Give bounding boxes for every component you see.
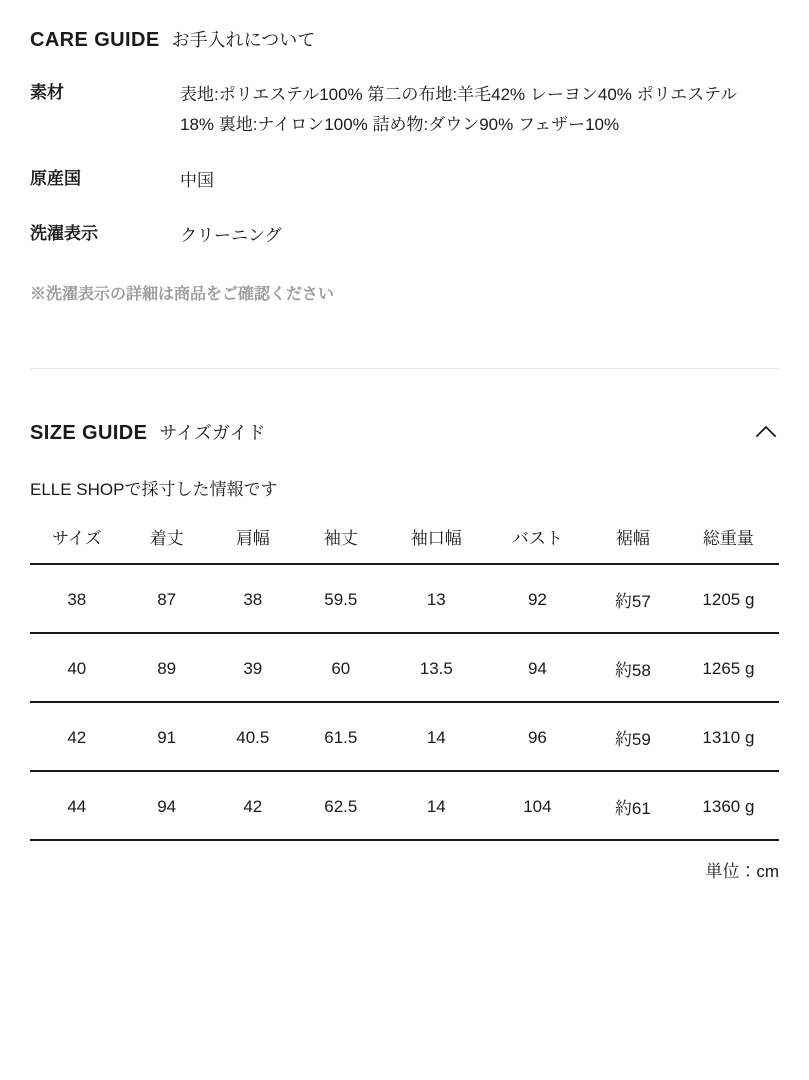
care-guide-title-jp: お手入れについて	[171, 30, 316, 50]
column-header-length: 着丈	[149, 529, 184, 548]
cell-shoulder: 40.5	[236, 727, 270, 747]
size-table-unit: 単位：cm	[705, 862, 779, 881]
table-row	[30, 633, 779, 702]
cell-size: 40	[67, 658, 87, 678]
cell-weight: 1310 g	[702, 727, 755, 747]
cell-weight: 1265 g	[702, 658, 755, 678]
column-header-size: サイズ	[51, 529, 102, 548]
cell-length: 94	[157, 796, 177, 816]
cell-bust: 92	[527, 589, 547, 609]
cell-size: 44	[67, 796, 87, 816]
cell-sleeve: 61.5	[324, 727, 358, 747]
cell-hem: 約58	[614, 661, 651, 680]
spec-label: 洗濯表示	[30, 224, 98, 244]
spec-row-washing	[30, 221, 779, 251]
cell-sleeve: 59.5	[324, 589, 358, 609]
cell-cuff: 13	[426, 589, 446, 609]
cell-cuff: 14	[426, 796, 446, 816]
column-header-weight: 総重量	[702, 529, 754, 548]
table-row	[30, 771, 779, 840]
cell-length: 89	[157, 658, 177, 678]
care-guide-title-en: CARE GUIDE	[30, 29, 160, 51]
spec-label: 素材	[30, 83, 64, 102]
cell-bust: 96	[527, 727, 547, 747]
cell-size: 42	[67, 727, 87, 747]
cell-weight: 1360 g	[702, 796, 755, 816]
column-header-cuff: 袖口幅	[410, 529, 462, 548]
cell-cuff: 14	[426, 727, 446, 747]
care-guide-note: ※洗濯表示の詳細は商品をご確認ください	[30, 286, 335, 303]
size-guide-title-jp: サイズガイド	[159, 423, 266, 443]
size-guide-subtitle: ELLE SHOPで採寸した情報です	[30, 480, 278, 499]
cell-shoulder: 42	[243, 796, 263, 816]
column-header-shoulder: 肩幅	[235, 529, 270, 548]
spec-label: 原産国	[30, 168, 81, 188]
size-guide-header[interactable]	[30, 419, 779, 445]
cell-cuff: 13.5	[419, 658, 453, 678]
column-header-hem: 裾幅	[615, 529, 650, 548]
table-header-row	[30, 524, 779, 564]
cell-bust: 94	[527, 658, 547, 678]
cell-size: 38	[67, 589, 87, 609]
size-guide-heading	[30, 419, 265, 445]
cell-length: 87	[157, 589, 177, 609]
cell-hem: 約61	[614, 799, 651, 818]
cell-shoulder: 38	[243, 589, 263, 609]
spec-row-material	[30, 80, 779, 140]
cell-sleeve: 60	[331, 658, 351, 678]
cell-sleeve: 62.5	[324, 796, 358, 816]
spec-value: クリーニング	[180, 226, 282, 246]
care-guide-section	[30, 0, 779, 304]
table-row	[30, 702, 779, 771]
spec-value: 表地:ポリエステル100% 第二の布地:羊毛42% レーヨン40% ポリエステル18% 裏地:ナイロン100% 詰め物:ダウン90% フェザー10%	[180, 85, 738, 134]
cell-bust: 104	[523, 796, 552, 816]
table-header	[30, 524, 779, 564]
table-row	[30, 564, 779, 633]
cell-shoulder: 39	[243, 658, 263, 678]
cell-weight: 1205 g	[702, 589, 755, 609]
column-header-bust: バスト	[511, 529, 563, 548]
size-guide-title-en: SIZE GUIDE	[30, 422, 148, 444]
spec-value: 中国	[180, 170, 214, 190]
care-guide-heading	[30, 26, 779, 52]
size-guide-section	[30, 369, 779, 882]
cell-length: 91	[157, 727, 177, 747]
size-guide-table	[30, 524, 779, 841]
table-body	[30, 564, 779, 840]
cell-hem: 約57	[614, 592, 651, 611]
column-header-sleeve: 袖丈	[323, 529, 358, 548]
spec-row-origin	[30, 166, 779, 196]
chevron-up-icon[interactable]	[753, 419, 779, 445]
cell-hem: 約59	[614, 730, 651, 749]
